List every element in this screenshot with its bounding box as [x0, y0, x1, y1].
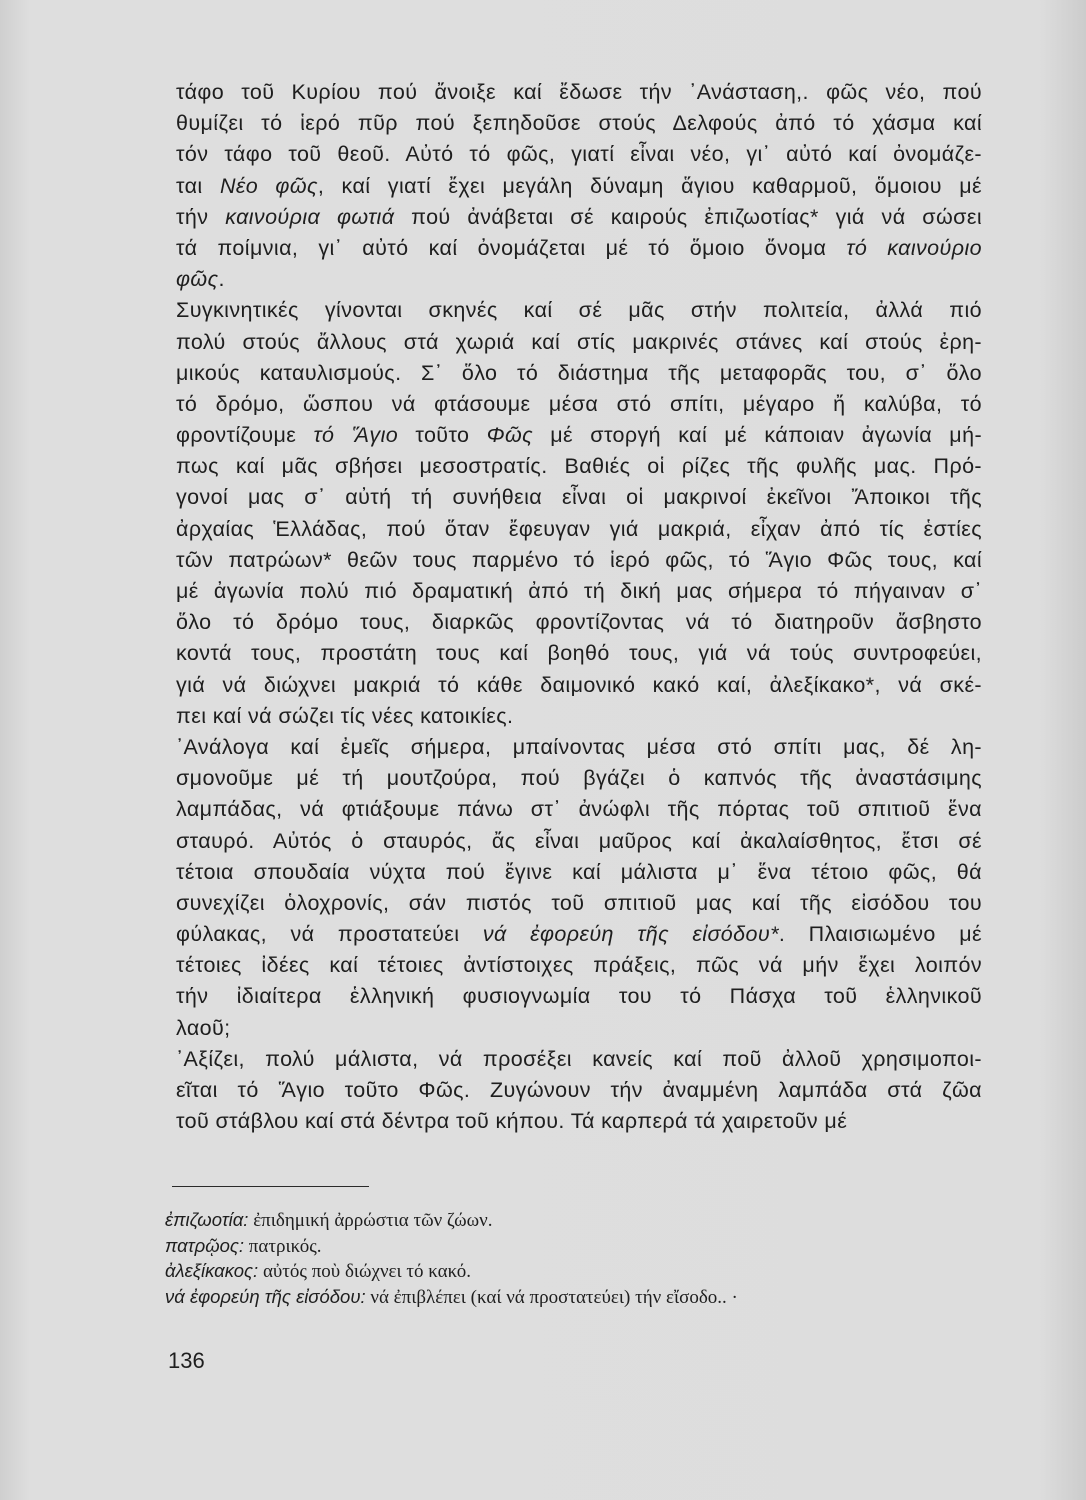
text-line: ᾿Αξίζει, πολύ μάλιστα, νά προσέξει κανείς καί ποῦ ἀλλοῦ χρησιμοποι-	[176, 1046, 982, 1071]
text-line: λαοῦ;	[176, 1015, 231, 1040]
text-line: ὅλο τό δρόμο τους, διαρκῶς φροντίζοντας νά τό διατηροῦν ἄσβηστο	[176, 610, 982, 635]
footnote-term: νά ἐφορεύη τῆς εἰσόδου:	[165, 1285, 366, 1307]
text-line: τάφο τοῦ Κυρίου πού ἄνοιξε καί ἔδωσε τήν ᾿Ανάσταση,. φῶς νέο, πού	[176, 80, 982, 104]
text-line: τό δρόμο, ὥσπου νά φτάσουμε μέσα στό σπίτι, μέγαρο ἤ καλύβα, τό	[176, 391, 982, 416]
page-number: 136	[168, 1348, 205, 1373]
text-line: Συγκινητικές γίνονται σκηνές καί σέ μᾶς στήν πολιτεία, ἀλλά πιό	[176, 298, 982, 323]
text-line: μέ ἀγωνία πολύ πιό δραματική ἀπό τή δική μας σήμερα τό πήγαιναν σ᾿	[176, 579, 982, 603]
text-line: ᾿Ανάλογα καί ἐμεῖς σήμερα, μπαίνοντας μέσα στό σπίτι μας, δέ λη-	[176, 734, 982, 759]
text-line: ἀρχαίας Ἑλλάδας, πού ὅταν ἔφευγαν γιά μακριά, εἶχαν ἀπό τίς ἑστίες	[176, 516, 982, 541]
text-line: σταυρό. Αὐτός ὁ σταυρός, ἄς εἶναι μαῦρος καί ἀκαλαίσθητος, ἔτσι σέ	[176, 828, 982, 853]
text-line: τόν τάφο τοῦ θεοῦ. Αὐτό τό φῶς, γιατί εἶναι νέο, γι᾿ αὐτό καί ὀνομάζε-	[176, 142, 982, 167]
footnote-definition: αὐτός ποὺ διώχνει τό κακό.	[258, 1261, 472, 1282]
footnote-definition: νά ἐπιβλέπει (καί νά προστατεύει) τήν εἴσοδο.. ·	[365, 1286, 738, 1308]
footnote-definition: ἐπιδημική ἀρρώστια τῶν ζώων.	[248, 1210, 493, 1231]
footnote-term: πατρῷος:	[165, 1234, 245, 1256]
text-line: τοῦ στάβλου καί στά δέντρα τοῦ κήπου. Τά καρπερά τά χαιρετοῦν μέ	[176, 1109, 848, 1134]
footnote-item	[165, 1208, 985, 1234]
text-line: γονοί μας σ᾿ αὐτή τή συνήθεια εἶναι οἱ μακρινοί ἐκεῖνοι Ἄποικοι τῆς	[176, 485, 982, 510]
text-line: σμονοῦμε μέ τή μουτζούρα, πού βγάζει ὁ καπνός τῆς ἀναστάσιμης	[176, 766, 982, 791]
text-line: γιά νά διώχνει μακριά τό κάθε δαιμονικό κακό καί, ἀλεξίκακο*, νά σκέ-	[176, 672, 982, 697]
text-line: φῶς.	[176, 267, 225, 292]
footnote-definition: πατρικός.	[244, 1235, 322, 1257]
text-line: λαμπάδας, νά φτιάξουμε πάνω στ᾿ ἀνώφλι τῆς πόρτας τοῦ σπιτιοῦ ἕνα	[176, 797, 982, 822]
text-line: εῖται τό Ἅγιο τοῦτο Φῶς. Ζυγώνουν τήν ἀναμμένη λαμπάδα στά ζῶα	[176, 1078, 982, 1102]
text-line: τήν ἰδιαίτερα ἑλληνική φυσιογνωμία του τό Πάσχα τοῦ ἑλληνικοῦ	[176, 984, 982, 1009]
text-line: ται Νέο φῶς, καί γιατί ἔχει μεγάλη δύναμη ἅγιου καθαρμοῦ, ὅμοιου μέ	[176, 173, 982, 198]
text-line: θυμίζει τό ἱερό πῦρ πού ξεπηδοῦσε στούς Δελφούς ἀπό τό χάσμα καί	[176, 111, 982, 136]
footnote-item	[165, 1259, 985, 1285]
text-line: τέτοια σπουδαία νύχτα πού ἔγινε καί μάλιστα μ᾿ ἕνα τέτοιο φῶς, θά	[176, 859, 982, 884]
footnote-term: ἀλεξίκακος:	[165, 1260, 259, 1281]
footnote-term: ἐπιζωοτία:	[165, 1209, 249, 1230]
text-line: τῶν πατρώων* θεῶν τους παρμένο τό ἱερό φῶς, τό Ἅγιο Φῶς τους, καί	[176, 547, 982, 572]
text-line: κοντά τους, προστάτη τους καί βοηθό τους, γιά νά τούς συντροφεύει,	[176, 641, 982, 666]
footnote-item	[165, 1234, 985, 1260]
text-line: τήν καινούρια φωτιά πού ἀνάβεται σέ καιρούς ἐπιζωοτίας* γιά νά σώσει	[176, 204, 982, 229]
text-line: μικούς καταυλισμούς. Σ᾿ ὅλο τό διάστημα τῆς μεταφορᾶς του, σ᾿ ὅλο	[176, 360, 982, 385]
text-line: φύλακας, νά προστατεύει νά ἐφορεύη τῆς εἰσόδου*. Πλαισιωμένο μέ	[176, 922, 982, 947]
text-line: συνεχίζει ὁλοχρονίς, σάν πιστός τοῦ σπιτιοῦ μας καί τῆς εἰσόδου του	[176, 890, 982, 915]
footnote-divider	[172, 1186, 369, 1187]
text-line: τέτοιες ἰδέες καί τέτοιες ἀντίστοιχες πράξεις, πῶς νά μήν ἔχει λοιπόν	[176, 953, 982, 978]
text-line: τά ποίμνια, γι᾿ αὐτό καί ὀνομάζεται μέ τό ὅμοιο ὄνομα τό καινούριο	[176, 235, 982, 260]
text-line: πως καί μᾶς σβήσει μεσοστρατίς. Βαθιές οἱ ρίζες τῆς φυλῆς μας. Πρό-	[176, 454, 982, 479]
footnote-item	[165, 1285, 985, 1311]
body-text	[176, 77, 982, 1137]
text-line: πει καί νά σώζει τίς νέες κατοικίες.	[176, 703, 514, 728]
text-line: πολύ στούς ἄλλους στά χωριά καί στίς μακρινές στάνες καί στούς ἐρη-	[176, 329, 982, 354]
text-line: φροντίζουμε τό Ἅγιο τοῦτο Φῶς μέ στοργή καί μέ κάποιαν ἀγωνία μή-	[176, 423, 983, 448]
footnotes	[165, 1208, 985, 1310]
